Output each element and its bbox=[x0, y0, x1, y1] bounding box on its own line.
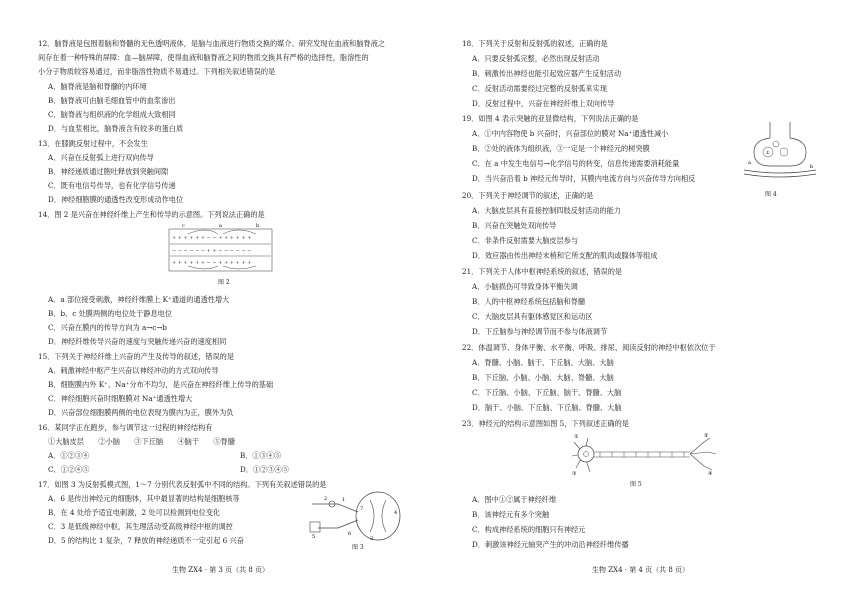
q16-option-d: D．①②③④⑤ bbox=[240, 465, 289, 474]
q14-option-c: C．兴奋在膜内的传导方向为 a→c→b bbox=[48, 323, 167, 332]
q12-option-c: C．脑脊液与组织液的化学组成大致相同 bbox=[48, 110, 176, 119]
q16-option-b: B．①③④⑤ bbox=[240, 451, 282, 460]
fig2-label-b: b bbox=[256, 223, 260, 229]
q15-option-d: D．兴奋部位细胞膜两侧的电位表现为膜内为正，膜外为负 bbox=[48, 408, 234, 417]
fig5-label-1: ① bbox=[574, 434, 579, 440]
q23-option-c: C．构成神经系统的细胞只有神经元 bbox=[472, 525, 586, 534]
q22-option-a: A．脊髓、小脑、脑干、下丘脑、大脑、大脑 bbox=[472, 358, 614, 367]
figure-2-nerve-fiber bbox=[168, 224, 273, 272]
q15-option-c: C．神经细胞兴奋时细胞膜对 Na⁺通透性增大 bbox=[48, 394, 193, 403]
q19-option-a: A．①中内容物使 b 兴奋时，兴奋部位的膜对 Na⁺通透性减小 bbox=[472, 129, 669, 138]
q23-option-b: B．该神经元有多个突触 bbox=[472, 510, 550, 519]
q16-option-a: A．①②③④ bbox=[48, 451, 90, 460]
figure-4-synapse bbox=[740, 118, 820, 178]
q12-option-a: A．脑脊液是脑和脊髓的内环境 bbox=[48, 82, 147, 91]
fig2-label-c: c bbox=[182, 223, 185, 229]
q21-stem: 21．下列关于人体中枢神经系统的叙述，错误的是 bbox=[462, 267, 623, 276]
q16-option-c: C．①②④⑤ bbox=[48, 465, 90, 474]
svg-text:7: 7 bbox=[360, 506, 364, 512]
footer-page-3: 生物 ZX4 · 第 3 页（共 8 页） bbox=[172, 566, 270, 574]
figure-2-caption: 图 2 bbox=[218, 279, 230, 286]
q19-option-b: B．②处的液体为组织液，③一定是一个神经元的树突膜 bbox=[472, 144, 650, 153]
q14-option-d: D．神经纤维传导兴奋的速度与突触传递兴奋的速度相同 bbox=[48, 337, 227, 346]
fig5-label-4: ④ bbox=[708, 471, 713, 477]
figure-3-reflex-arc bbox=[308, 490, 404, 542]
svg-text:1: 1 bbox=[342, 497, 346, 503]
svg-text:6: 6 bbox=[348, 531, 352, 537]
q17-option-c: C．3 是低级神经中枢，其生理活动受高级神经中枢的调控 bbox=[48, 522, 233, 531]
svg-text:+ + + + + + − − + + + + + +: + + + + + + − − + + + + + + bbox=[172, 260, 252, 266]
svg-text:4: 4 bbox=[394, 510, 398, 516]
q19-stem: 19．如图 4 表示突触的亚显微结构，下列说法正确的是 bbox=[462, 114, 639, 123]
q17-option-d: D．5 的结构比 1 复杂，7 释放的神经递质不一定引起 6 兴奋 bbox=[48, 536, 244, 545]
q12-option-b: B．脑脊液可由脑毛细血管中的血浆渗出 bbox=[48, 96, 176, 105]
svg-text:①: ① bbox=[766, 150, 770, 155]
q22-stem: 22．体温调节、身体平衡、水平衡、呼吸、排尿、阅读反射的神经中枢依次位于 bbox=[462, 343, 716, 352]
figure-4-caption: 图 4 bbox=[765, 191, 777, 198]
q17-option-b: B．在 4 处给予适宜电刺激，2 处可以检测到电位变化 bbox=[48, 508, 221, 517]
q21-option-c: C．大脑皮层具有躯体感觉区和运动区 bbox=[472, 312, 593, 321]
figure-5-caption: 图 5 bbox=[630, 481, 642, 488]
q18-stem: 18．下列关于反射和反射弧的叙述，正确的是 bbox=[462, 39, 608, 48]
q18-option-a: A．只要反射弧完整，必然出现反射活动 bbox=[472, 54, 600, 63]
q20-option-c: C．非条件反射需要大脑皮层参与 bbox=[472, 236, 579, 245]
q23-option-d: D．刺激该神经元轴突产生的冲动沿神经纤维传播 bbox=[472, 540, 629, 549]
q22-option-d: D．脑干、小脑、下丘脑、下丘脑、脊髓、大脑 bbox=[472, 403, 622, 412]
q20-stem: 20．下列关于神经调节的叙述，正确的是 bbox=[462, 191, 594, 200]
q12-stem-line2: 间存在着一种特殊的屏障：血—脑屏障，使得血液和脑脊液之间的物质交换具有严格的选择性，脂溶性的 bbox=[38, 53, 369, 62]
q14-option-b: B．b、c 处膜两侧的电位处于静息电位 bbox=[48, 309, 173, 318]
fig2-label-a: a bbox=[219, 223, 222, 229]
q13-option-d: D．神经细胞膜的通透性改变形成动作电位 bbox=[48, 195, 184, 204]
q19-option-d: D．当兴奋沿着 b 神经元传导时，其膜内电流方向与兴奋传导方向相反 bbox=[472, 174, 696, 183]
q15-option-a: A．刺激神经中枢产生兴奋以神经冲动的方式双向传导 bbox=[48, 366, 219, 375]
q13-option-c: C．既有电信号传导，也有化学信号传递 bbox=[48, 181, 176, 190]
q15-stem: 15．下列关于神经纤维上兴奋的产生及传导的叙述，错误的是 bbox=[38, 352, 235, 361]
q20-option-b: B．兴奋在突触处双向传导 bbox=[472, 221, 557, 230]
q21-option-a: A．小脑损伤可导致身体平衡失调 bbox=[472, 282, 578, 291]
q23-stem: 23．神经元的结构示意图如图 5，下列叙述正确的是 bbox=[462, 419, 629, 428]
q21-option-d: D．下丘脑参与神经调节而不参与体液调节 bbox=[472, 327, 608, 336]
svg-text:− − − − − − + + − − − − − −: − − − − − − + + − − − − − − bbox=[172, 248, 252, 254]
q12-stem-line1: 12．脑脊液是包围着脑和脊髓的无色透明液体，是脑与血液进行物质交换的媒介。研究发现在血液和脑脊液之 bbox=[38, 39, 385, 48]
svg-text:2: 2 bbox=[324, 496, 328, 502]
q15-option-b: B．细胞膜内外 K⁺、Na⁺分布不均匀，是兴奋在神经纤维上传导的基础 bbox=[48, 380, 274, 389]
fig5-label-3: ③ bbox=[572, 471, 577, 477]
q22-option-c: C．下丘脑、小脑、下丘脑、脑干、脊髓、大脑 bbox=[472, 388, 622, 397]
q17-stem: 17．如图 3 为反射弧模式图，1～7 分别代表反射弧中不同的结构。下列有关叙述错误的是 bbox=[38, 480, 327, 489]
fig5-label-2: ② bbox=[704, 433, 709, 439]
figure-5-neuron bbox=[570, 432, 720, 476]
q18-option-b: B．刺激传出神经也能引起效应器产生反射活动 bbox=[472, 69, 622, 78]
q13-stem: 13．在膝跳反射过程中，不会发生 bbox=[38, 139, 148, 148]
svg-text:b: b bbox=[810, 164, 814, 170]
q13-option-a: A．兴奋在反射弧上进行双向传导 bbox=[48, 153, 154, 162]
q17-option-a: A．6 是传出神经元的细胞体，其中最显著的结构是细胞核等 bbox=[48, 494, 240, 503]
q18-option-c: C．反射活动需要经过完整的反射弧来实现 bbox=[472, 84, 607, 93]
q14-option-a: A．a 部位接受刺激，神经纤维膜上 K⁺通道的通透性增大 bbox=[48, 295, 230, 304]
svg-text:3: 3 bbox=[370, 536, 374, 542]
svg-text:a: a bbox=[748, 160, 751, 166]
figure-3-caption: 图 3 bbox=[352, 544, 364, 551]
q13-option-b: B．神经递质通过胞吐释放到突触间隙 bbox=[48, 167, 169, 176]
q20-option-a: A．大脑皮层具有直接控制四肢反射活动的能力 bbox=[472, 206, 621, 215]
q20-option-d: D．效应器由传出神经末梢和它所支配的肌肉或腺体等组成 bbox=[472, 251, 658, 260]
q14-stem: 14．图 2 是兴奋在神经纤维上产生和传导的示意图。下列说法正确的是 bbox=[38, 210, 265, 219]
svg-text:+ + + + + + − − + + + + + +: + + + + + + − − + + + + + + bbox=[172, 235, 252, 241]
q22-option-b: B．下丘脑、小脑、小脑、大脑、脊髓、大脑 bbox=[472, 373, 614, 382]
q16-stem: 16．某同学正在跑步，参与调节这一过程的神经结构有 bbox=[38, 423, 213, 432]
q23-option-a: A．图中①②属于神经纤维 bbox=[472, 495, 557, 504]
q19-option-c: C．在 a 中发生电信号→化学信号的转变，信息传递需要消耗能量 bbox=[472, 159, 680, 168]
q18-option-d: D．反射过程中，兴奋在神经纤维上双向传导 bbox=[472, 99, 615, 108]
svg-text:5: 5 bbox=[312, 534, 316, 540]
q16-items: ①大脑皮层 ②小脑 ③下丘脑 ④脑干 ⑤脊髓 bbox=[48, 437, 235, 446]
q21-option-b: B．人的中枢神经系统包括脑和脊髓 bbox=[472, 297, 586, 306]
q12-option-d: D．与血浆相比，脑脊液含有较多的蛋白质 bbox=[48, 124, 184, 133]
q12-stem-line3: 小分子物质较容易通过，而非脂溶性物质不易通过。下列相关叙述错误的是 bbox=[38, 67, 276, 76]
footer-page-4: 生物 ZX4 · 第 4 页（共 8 页） bbox=[592, 566, 690, 574]
